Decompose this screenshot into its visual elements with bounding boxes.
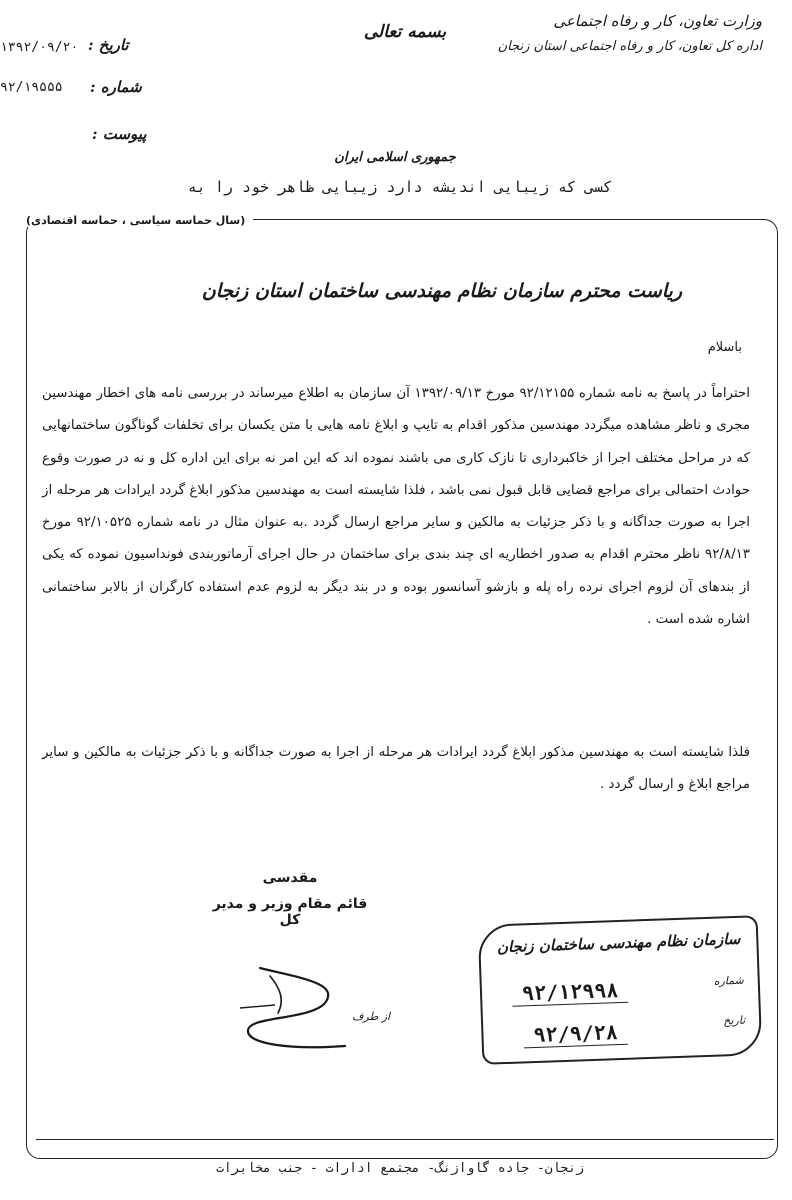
on-behalf-label: از طرف	[352, 1010, 391, 1023]
stamp-number-label: شماره	[713, 973, 744, 988]
received-stamp	[478, 915, 763, 1065]
stamp-date-label: تاریخ	[723, 1013, 746, 1028]
date-label: تاریخ :	[88, 36, 129, 54]
date-value: ۱۳۹۲/۰۹/۲۰	[0, 40, 79, 55]
footer-divider	[36, 1139, 774, 1140]
signer-title: قائم مقام وزیر و مدیر کل	[212, 896, 368, 928]
letter-closing	[42, 737, 750, 802]
attachment-label: پیوست :	[92, 125, 147, 143]
body-paragraph: احتراماً در پاسخ به نامه شماره ۹۲/۱۲۱۵۵ مورخ ۱۳۹۲/۰۹/۱۳ آن سازمان به اطلاع میرساند در بررسی نامه های اخطار مهندسین مجری و ناظر مشاهده میگردد مهندسین مذکور اقدام به تایپ و ابلاغ نامه هایی با متن یکسان برای تخلفات گوناگون ساختمانهایی که در مراحل مختلف اجرا از خاکبرداری تا نازک کاری می باشند نموده اند که این امر نه برای این اداره کل و نه در صورت وقوع حوادث احتمالی برای مراجع قضایی قابل قبول نمی باشد ، فلذا شایسته است به مهندسین مذکور ابلاغ گردد ایرادات هر مرحله از اجرا به صورت جداگانه و با ذکر جزئیات به مالکین و سایر مراجع ارسال گردد .به عنوان مثال در نامه شماره ۹۲/۱۰۵۲۵ مورخ ۹۲/۸/۱۳ ناظر محترم اقدام به صدور اخطاریه ای چند بندی برای ساختمان در حال اجرای آرماتوربندی فونداسیون نموده که یکی از بندهای آن لزوم اجرای نرده راه پله و بازشو آسانسور بوده و در بند دیگر به لزوم عدم استفاده کارگران از بالابر ساختمانی اشاره شده است .	[42, 386, 750, 628]
number-label: شماره :	[90, 78, 142, 96]
recipient: ریاست محترم سازمان نظام مهندسی ساختمان استان زنجان	[201, 280, 682, 302]
directorate-name: اداره کل تعاون، کار و رفاه اجتماعی استان زنجان	[497, 39, 762, 54]
letter-body	[42, 378, 750, 636]
basmala: بسمه تعالی	[363, 22, 447, 42]
handwritten-signature	[230, 958, 370, 1072]
signature-block	[200, 870, 380, 928]
stamp-date-value: ۹۲/۹/۲۸	[523, 1020, 628, 1049]
greeting: باسلام	[707, 340, 742, 355]
republic-title: جمهوری اسلامی ایران	[334, 150, 456, 165]
letterhead-ministry	[498, 8, 762, 60]
slogan: کسی که زیبایی اندیشه دارد زیبایی ظاهر خود را به	[187, 178, 613, 196]
year-motto: (سال حماسه سیاسی ، حماسه اقتصادی)	[18, 214, 253, 227]
stamp-org: سازمان نظام مهندسی ساختمان زنجان	[496, 929, 741, 957]
ministry-name: وزارت تعاون، کار و رفاه اجتماعی	[553, 12, 762, 30]
closing-paragraph: فلذا شایسته است به مهندسین مذکور ابلاغ گردد ایرادات هر مرحله از اجرا به صورت جداگانه و با ذکر جزئیات به مالکین و سایر مراجع ابلاغ و ارسال گردد .	[42, 745, 750, 793]
footer-address: زنجان- جاده گاوازنگ- مجتمع ادارات - جنب مخابرات	[216, 1161, 584, 1176]
signature-scribble	[230, 958, 370, 1068]
stamp-number-value: ۹۲/۱۲۹۹۸	[512, 978, 629, 1007]
number-value: ۹۲/۱۹۵۵۵	[0, 80, 63, 95]
signer-name: مقدسی	[262, 870, 318, 886]
